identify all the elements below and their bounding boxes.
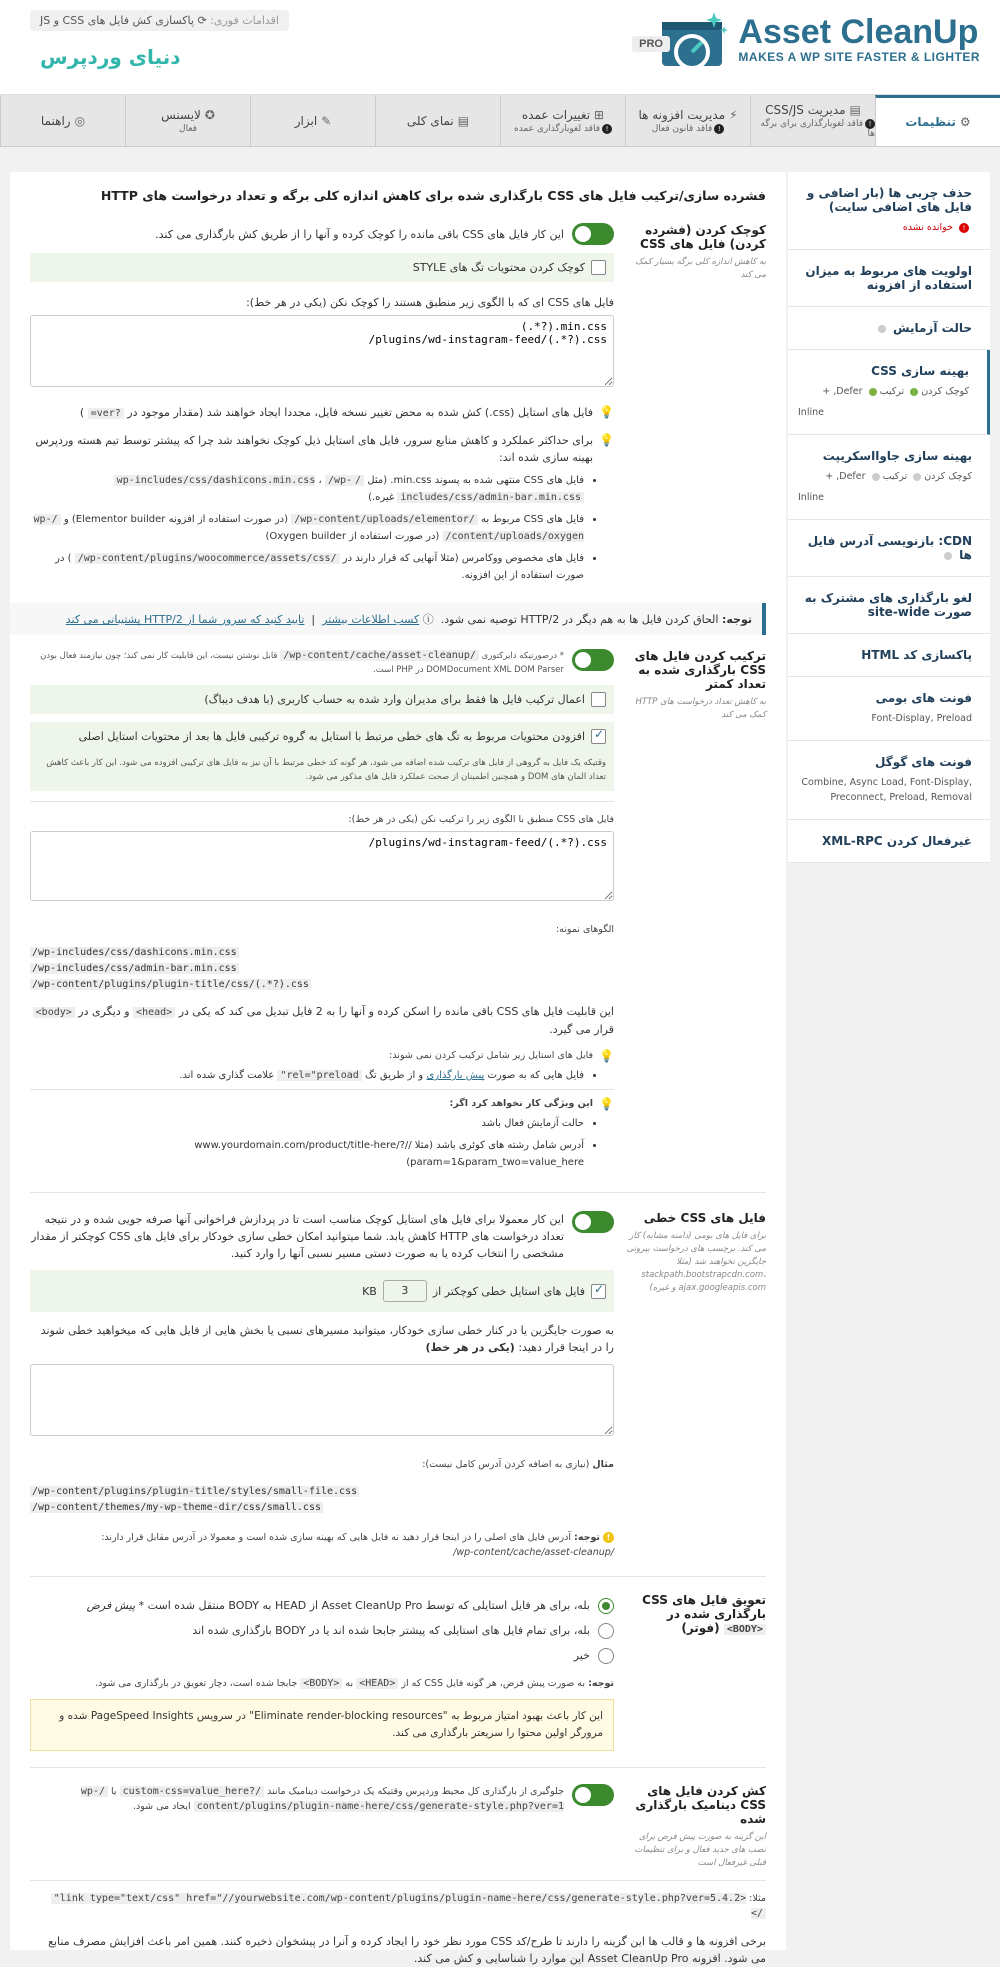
lightbulb-icon: 💡	[599, 405, 614, 419]
inline-css-desc: برای فایل های بومی (دامنه مشابه) کار می کند. برچسب های درخواست بیرونی جایگزین نخواهند شد (مثلا stackpath.bootstrapcdn.com، ajax.googleapis.com و غیره)	[626, 1231, 766, 1293]
logo-subtitle: MAKES A WP SITE FASTER & LIGHTER	[738, 50, 980, 64]
sidebar-item-label: بهینه سازی CSS	[871, 364, 969, 378]
inline-css-section	[30, 1211, 766, 1560]
info-icon: ⓘ	[422, 613, 434, 626]
list-text: غیره.)	[368, 492, 395, 503]
sidebar-item-label: پاکسازی کد HTML	[861, 648, 972, 662]
gear-icon: ⚙	[959, 115, 971, 129]
sidebar-item-css-optimization[interactable]	[788, 350, 990, 435]
list-item	[30, 550, 584, 584]
sidebar-item-google-fonts[interactable]	[788, 741, 990, 820]
sidebar-item-sublabel: Combine, Async Load, Font-Display, Preconnect, Preload, Removal	[801, 777, 972, 803]
head-tag-code: <HEAD>	[356, 1678, 398, 1689]
minify-exclude-textarea[interactable]	[30, 315, 614, 387]
logo-title: Asset CleanUp	[738, 13, 979, 51]
inline-size-input[interactable]: 3	[383, 1280, 427, 1302]
dynamic-css-info: برخی افزونه ها و قالب ها این گزینه را دارند تا طرح/کد CSS مورد نظر خود را ایجاد کرده و آنرا در پیشخوان ذخیره کنند. همین امر باعث افزایش مصرف منابع می شود. افزونه Asset CleanUp Pro این موارد را شناسایی و کش می کند.	[48, 1935, 766, 1965]
combine-admins-checkbox[interactable]	[591, 692, 606, 707]
minify-status-label: کوچک کردن	[921, 386, 969, 397]
cache-tip-text: فایل های استایل (css.) کش شده به محض تغییر نسخه فایل، مجددا ایجاد خواهند شد (مقدار موجود در	[127, 406, 594, 419]
example-path: /wp-includes/css/dashicons.min.css	[32, 947, 237, 958]
example-label-rest: (نیازی به اضافه کردن آدرس کامل نیست):	[422, 1459, 590, 1470]
combine-inline-label: افزودن محتویات مربوط به تگ های خطی مرتبط با استایل به گروه ترکیبی فایل ها بعد از محتویات استایل اصلی	[78, 730, 585, 743]
status-dot-icon	[913, 473, 921, 481]
inline-status-label: Inline	[798, 407, 824, 418]
dynamic-css-desc: این گزینه به صورت پیش فرض برای نصب های جدید فعال و برای تنظیمات قبلی غیرفعال است	[634, 1832, 766, 1868]
page-title: فشرده سازی/ترکیب فایل های CSS بارگذاری شده برای کاهش اندازه کلی برگه و تعداد درخواست های HTTP	[100, 188, 766, 203]
http2-notice: توجه: الحاق کردن فایل ها به هم دیگر در HTTP/2 توصیه نمی شود. ⓘ کسب اطلاعات بیشتر | تایید کنید که سرور شما از HTTP/2 پشتیبانی می کند	[10, 603, 766, 635]
kb-unit-label: KB	[362, 1284, 377, 1298]
defer-option-3[interactable]	[30, 1647, 614, 1664]
list-text: ) در صورت استفاده از این افزونه.	[55, 553, 584, 581]
hierarchy-icon: ⊞	[594, 107, 605, 122]
status-dot-icon	[910, 388, 918, 396]
code-path: /?custom-css=value_here	[120, 1786, 264, 1797]
sidebar-item-cdn[interactable]	[788, 520, 990, 577]
combine-note-text: * درصورتیکه دایرکتوری	[481, 651, 564, 661]
lightbulb-icon: 💡	[599, 1097, 614, 1111]
list-item: • آدرس شامل رشته های کوئری باشد (مثلا //www.yourdomain.com/product/title-here/?param=1&param_two=value_here)	[30, 1137, 584, 1171]
lightbulb-icon: 💡	[599, 433, 614, 447]
defer-status-label: Defer, +	[825, 471, 866, 482]
tab-label: نمای کلی	[406, 113, 454, 128]
list-text: (در صورت استفاده از افزونه Elementor builder) و	[63, 514, 289, 525]
combine-css-label: ترکیب کردن فایل های CSS بارگذاری شده به تعداد کمتر	[634, 649, 766, 691]
sidebar-item-label: حالت آزمایش	[893, 321, 972, 335]
core-files-tip-text: برای حداکثر عملکرد و کاهش منابع سرور، فایل های استایل ذیل کوچک نخواهند شد چرا که پیشتر توسط تیم هسته وردپرس بهینه سازی شده اند:	[35, 434, 594, 464]
defer-css-label-tail: (فوتر)	[681, 1621, 720, 1635]
dynamic-css-text: ایجاد می شود.	[132, 1801, 191, 1812]
inline-size-label: فایل های استایل خطی کوچکتر از	[432, 1284, 585, 1298]
minify-css-label: کوچک کردن (فشرده کردن) فایل های CSS	[639, 223, 766, 251]
main-tabs	[0, 95, 1000, 147]
inline-css-label: فایل های CSS خطی	[643, 1211, 766, 1225]
combine-exclude-label: فایل های CSS منطبق با الگوی زیر را ترکیب نکن (یکی در هر خط):	[348, 814, 614, 825]
inline-css-toggle[interactable]	[572, 1211, 614, 1233]
logo[interactable]	[656, 10, 980, 68]
sidebar-item-label: بهینه سازی جاوااسکریپت	[822, 449, 972, 463]
tab-sublabel: فاقد لغوبارگذاری عمده	[513, 123, 601, 134]
status-dot-icon	[872, 473, 880, 481]
combine-inline-option	[30, 722, 614, 791]
verify-http2-link[interactable]: تایید کنید که سرور شما از HTTP/2 پشتیبانی می کند	[65, 613, 305, 626]
pagespeed-notice: این کار باعث بهبود امتیاز مربوط به "Eliminate render-blocking resources" در سرویس PageSpeed Insights شده و مرورگر اولین محتوا را سریعتر بارگذاری می کند.	[30, 1699, 614, 1751]
tab-label: تنظیمات	[905, 115, 956, 129]
settings-panel	[10, 172, 786, 1965]
code-path: /wp-content/uploads/oxygen/	[33, 514, 584, 542]
combine-css-toggle[interactable]	[572, 649, 614, 671]
minify-css-text: این کار فایل های CSS باقی مانده را کوچک کرده و آنها را از طریق کش بارگذاری می کند.	[155, 227, 564, 241]
plug-icon: ⚡	[729, 107, 738, 122]
example-path: /wp-content/themes/my-wp-theme-dir/css/small.css	[32, 1502, 321, 1513]
unread-label: خوانده نشده	[902, 222, 953, 233]
status-dot-icon	[944, 552, 952, 560]
minify-css-desc: به کاهش اندازه کلی برگه بسیار کمک می کند	[635, 257, 766, 280]
inline-size-checkbox[interactable]	[591, 1284, 606, 1299]
minify-exclude-label: فایل های CSS ای که با الگوی زیر منطبق هستند را کوچک نکن (یکی در هر خط):	[246, 296, 614, 309]
not-work-tip-text: این ویژگی کار نخواهد کرد اگر:	[449, 1098, 594, 1109]
sidebar-item-sublabel: Font-Display, Preload	[871, 713, 972, 724]
list-text: فایل های مخصوص ووکامرس (مثلا آنهایی که قرار دارند در	[342, 553, 584, 564]
note-bold: توجه:	[588, 1678, 614, 1689]
code-path: /wp-content/plugins/woocommerce/assets/css/	[75, 553, 340, 564]
combine-note-text: قابل نوشتن نیست، این قابلیت کار نمی کند؛ چون نیازمند فعال بودن DOMDocument XML DOM Parser در PHP است.	[40, 651, 564, 675]
examples-label: الگوهای نمونه:	[555, 924, 614, 935]
combine-info-text: قرار می گیرد.	[549, 1023, 614, 1036]
body-tag-code: <BODY>	[724, 1624, 766, 1635]
notice-text: الحاق کردن فایل ها به هم دیگر در HTTP/2 توصیه نمی شود.	[440, 613, 719, 626]
tab-license[interactable]	[125, 95, 250, 146]
tab-label: ابزار	[294, 113, 318, 128]
defer-note-text: به صورت پیش فرض، هر گونه فایل CSS که از	[401, 1678, 586, 1689]
tab-tools[interactable]	[250, 95, 375, 146]
tab-help[interactable]	[0, 95, 125, 146]
quick-actions-label: اقدامات فوری:	[210, 14, 279, 27]
code-path: /wp-	[325, 475, 355, 486]
preload-code: rel="preload"	[277, 1070, 361, 1081]
ver-code: ?ver=	[88, 408, 124, 419]
inline-css-text: این کار معمولا برای فایل های استایل کوچک مناسب است تا در پردازش فراخوانی آنها صرفه جویی شده و در نتیجه تعداد درخواست های HTTP کاهش یابد. شما میتوانید امکان خطی سازی خودکار برای فایل های CSS کوچکتر از مقدار مشخصی را انتخاب کرده یا به صورت دستی مسیر نسبی آنها را وارد کنید.	[31, 1213, 564, 1260]
list-text: فایل های CSS مربوط به	[481, 514, 584, 525]
code-path: includes/css/admin-bar.min.css	[397, 492, 584, 503]
doc-icon: ▤	[849, 102, 861, 117]
tab-sublabel: فاقد لغوبارگذاری برای برگه ها	[760, 118, 875, 139]
defer-note-text: جابجا شده است، دچار تعویق در بارگذاری می شود.	[95, 1678, 298, 1689]
defer-option-label: خیر	[573, 1649, 590, 1662]
list-text: علامت گذاری شده اند.	[179, 1070, 275, 1081]
dynamic-css-text: یا	[111, 1786, 117, 1797]
example-label: مثلا:	[749, 1893, 766, 1904]
code-path: /wp-content/cache/asset-cleanup/	[280, 650, 479, 661]
head-tag-code: <head>	[133, 1007, 175, 1018]
tab-overview[interactable]	[375, 95, 500, 146]
combine-css-section	[30, 649, 766, 1176]
tab-plugins-manager[interactable]	[625, 95, 750, 146]
sidebar-item-site-wide-unload[interactable]	[788, 577, 990, 634]
inline-size-option	[30, 1270, 614, 1312]
sidebar-item-label: CDN: بازنویسی آدرس فایل ها	[807, 534, 972, 562]
inline-paths-textarea[interactable]	[30, 1364, 614, 1436]
list-text: فایل هایی که به صورت	[487, 1070, 584, 1081]
combine-exclude-textarea[interactable]	[30, 831, 614, 901]
award-icon: ✪	[204, 107, 215, 122]
tab-label: لایسنس	[161, 107, 201, 122]
status-dot-icon	[869, 388, 877, 396]
defer-option-2[interactable]	[30, 1622, 614, 1639]
preload-link[interactable]: پیش بارگذاری	[426, 1070, 485, 1081]
list-item: • فایل های CSS منتهی شده به پسوند min.css. (مثل /wp-includes/css/dashicons.min.css ، /wp- includes/css/admin-bar.min.css غیره.)	[30, 472, 584, 506]
list-item: • حالت آزمایش فعال باشد	[30, 1115, 584, 1132]
inline-paths-label: به صورت جایگزین یا در کنار خطی سازی خودکار، میتوانید مسیرهای نسبی یا بخش هایی از فایل هایی که میخواهید خطی شوند را در اینجا قرار دهید:	[40, 1324, 614, 1354]
pro-badge: PRO	[632, 36, 670, 52]
dynamic-css-text: جلوگیری از بارگذاری کل محیط وردپرس وقتیکه یک درخواست دینامیک مانند	[267, 1786, 564, 1797]
dynamic-css-label: کش کردن فایل های CSS دینامیک بارگذاری شده	[635, 1784, 766, 1826]
combine-css-desc: به کاهش تعداد درخواست های HTTP کمک می کند	[635, 697, 766, 720]
quick-actions[interactable]	[30, 10, 289, 31]
combine-status-label: ترکیب	[882, 471, 908, 482]
minify-css-toggle[interactable]	[572, 223, 614, 245]
inline-note-text: آدرس فایل های اصلی را در اینجا قرار دهید نه فایل هایی که بهینه سازی شده است و معمولا در آدرس مقابل قرار دارند:	[101, 1532, 571, 1543]
alert-icon: !	[865, 119, 875, 129]
settings-sidebar	[788, 172, 990, 863]
clear-cache-link[interactable]: پاکسازی کش فایل های CSS و JS	[40, 14, 194, 27]
alert-icon: !	[714, 124, 724, 134]
lifebuoy-icon: ◎	[74, 113, 86, 128]
example-code: <link type="text/css" href="//yourwebsite.com/wp-content/plugins/plugin-name-here/css/generate-style.php?ver=5.4.2" />	[51, 1893, 766, 1919]
defer-radio-1[interactable]	[598, 1598, 614, 1614]
body-tag-code: <BODY>	[300, 1678, 342, 1689]
example-label: مثال	[592, 1459, 614, 1470]
body-tag-code: <body>	[33, 1007, 75, 1018]
list-item	[30, 1067, 584, 1084]
defer-option-1[interactable]	[30, 1597, 614, 1614]
defer-css-label: تعویق فایل های CSS بارگذاری شده در	[642, 1593, 766, 1621]
sidebar-item-label: فونت های بومی	[875, 691, 972, 705]
warning-icon: !	[603, 1532, 614, 1543]
combine-admins-label: اعمال ترکیب فایل ها فقط برای مدیران وارد شده به حساب کاربری (با هدف دیباگ)	[204, 693, 585, 706]
default-label: * پیش فرض	[86, 1599, 145, 1612]
code-path: /wp-includes/css/dashicons.min.css	[114, 475, 364, 486]
combine-status-label: ترکیب	[879, 386, 905, 397]
sidebar-item-local-fonts[interactable]	[788, 677, 990, 741]
list-text: (در صورت استفاده از Oxygen builder)	[265, 531, 440, 542]
example-path: /wp-includes/css/admin-bar.min.css	[32, 963, 237, 974]
sidebar-item-label: لغو بارگذاری های مشترک به صورت site-wide	[804, 591, 972, 619]
tab-label: مدیریت افزونه ها	[638, 107, 726, 122]
code-path: /wp-content/uploads/elementor/	[291, 514, 478, 525]
note-bold: توجه:	[574, 1532, 600, 1543]
sidebar-item-test-mode[interactable]	[788, 307, 990, 350]
tab-settings[interactable]	[875, 95, 1000, 146]
alert-icon: !	[602, 124, 612, 134]
defer-note-text: به	[345, 1678, 354, 1689]
sidebar-item-js-optimization[interactable]	[788, 435, 990, 520]
example-path: /wp-content/plugins/plugin-title/styles/small-file.css	[32, 1486, 358, 1497]
combine-admins-option	[30, 685, 614, 714]
doc-icon: ▤	[457, 113, 470, 128]
refresh-icon: ⟳	[197, 14, 207, 27]
tab-sublabel: فعال	[179, 123, 197, 134]
sidebar-item-html-source[interactable]	[788, 634, 990, 677]
status-dot-icon	[878, 325, 886, 333]
lightbulb-icon: 💡	[599, 1049, 614, 1063]
tab-css-js-manager[interactable]	[750, 95, 875, 146]
list-text: فایل های CSS منتهی شده به پسوند min.css. (مثل	[367, 475, 584, 486]
wrench-icon: ✎	[321, 113, 332, 128]
inline-paths-hint: (یکی در هر خط)	[425, 1341, 515, 1354]
sidebar-item-label: فونت های گوگل	[875, 755, 972, 769]
sidebar-item-strip-fat[interactable]	[788, 172, 990, 250]
inline-status-label: Inline	[798, 492, 824, 503]
notice-bold: توجه:	[721, 613, 752, 626]
minify-style-tags-checkbox[interactable]	[591, 260, 606, 275]
learn-more-link[interactable]: کسب اطلاعات بیشتر	[322, 613, 420, 626]
sidebar-item-plugin-usage[interactable]	[788, 250, 990, 307]
tab-bulk-changes[interactable]	[500, 95, 625, 146]
combine-inline-checkbox[interactable]	[591, 729, 606, 744]
minify-status-label: کوچک کردن	[924, 471, 972, 482]
defer-status-label: Defer, +	[822, 386, 863, 397]
dynamic-css-toggle[interactable]	[572, 1784, 614, 1806]
minify-style-tags-option	[30, 253, 614, 282]
sidebar-item-label: غیرفعال کردن XML-RPC	[822, 834, 972, 848]
top-header	[0, 0, 1000, 95]
defer-option-label: بله، برای تمام فایل های استایلی که پیشتر جابجا شده اند یا در BODY بارگذاری شده اند	[192, 1624, 590, 1637]
tab-sublabel: فاقد قانون فعال	[651, 123, 713, 134]
combine-info-text: این قابلیت فایل های CSS باقی مانده را اسکن کرده و آنها را به 2 فایل تبدیل می کند که یکی در	[178, 1005, 614, 1018]
defer-radio-3[interactable]	[598, 1648, 614, 1664]
list-text: و از طریق تگ	[364, 1070, 424, 1081]
cache-path: /wp-content/cache/asset-cleanup/	[453, 1547, 614, 1558]
defer-css-section	[30, 1593, 766, 1751]
minify-style-tags-label: کوچک کردن محتویات تگ های STYLE	[412, 261, 585, 274]
example-path: /wp-content/plugins/plugin-title/css/(.*?).css	[32, 979, 309, 990]
excluded-tip-text: فایل های استایل زیر شامل ترکیب کردن نمی شوند:	[389, 1050, 594, 1061]
combine-inline-desc: وقتیکه یک فایل به گروهی از فایل های ترکیب شده اضافه می شود، هر گونه کد خطی مرتبط با آن نیز به فایل های ترکیبی افزوده می شود. این کار باعث کاهش تعداد المان های DOM و همچنین اطمینان از صحت عملکرد فایل های مذکور می شود.	[46, 758, 606, 782]
tab-label: راهنما	[40, 113, 71, 128]
list-item	[30, 511, 584, 545]
tab-label: مدیریت CSS/JS	[765, 102, 846, 117]
wpdonya-logo[interactable]: دنیای وردپرس	[40, 45, 181, 69]
defer-radio-2[interactable]	[598, 1623, 614, 1639]
dynamic-css-section	[30, 1784, 766, 1870]
minify-css-section: کوچک کردن (فشرده کردن) فایل های CSS به کاهش اندازه کلی برگه بسیار کمک می کند این کار فایل های CSS باقی مانده را کوچک کرده و آنها را از طریق کش بارگذاری می کند. کوچک کردن محتویات تگ های STYLE فایل های CSS ای که با الگوی زیر منطبق هستند را کوچک نکن (یکی در هر خط): (.*?).min.css /plugins/wd-instagram-feed/(.*?).css 💡 فایل های استایل (css.) کش شده به محض تغییر نسخه فایل، مجددا ایجاد خواهند شد (مقدار موجود در ?ver= ) 💡 برای حداکثر عملکرد و کاهش منابع سرور، فایل های استایل ذیل کوچک نخواهند شد چرا که پیشتر توسط تیم هسته وردپرس بهینه سازی شده اند: • فایل های CSS منتهی شده به پسوند min.css. (مثل /wp-includes/css/dashicons.min.css ، /wp- includes/css/admin-bar.min.css غیره.) • فایل های CSS مربوط به /wp-content/uploads/elementor/ (در صورت استفاده از افزونه Elementor builder) و /wp-content/uploads/oxygen/ (در صورت استفاده از Oxygen builder) • فایل های مخصوص ووکامرس (مثلا آنهایی که قرار دارند در /wp-content/plugins/woocommerce/assets/css/ ) در صورت استفاده از این افزونه.	[30, 223, 766, 589]
sidebar-item-label: حذف چربی ها (بار اضافی و فایل های اضافی سایت)	[806, 186, 972, 214]
alert-icon: !	[959, 223, 969, 233]
sidebar-item-xml-rpc[interactable]	[788, 820, 990, 863]
sidebar-item-label: اولویت های مربوط به میزان استفاده از افزونه	[805, 264, 972, 292]
tab-label: تغییرات عمده	[521, 107, 591, 122]
combine-info-text: و دیگری در	[78, 1005, 130, 1018]
code-path: /wp-content/plugins/plugin-name-here/css/generate-style.php?ver=1	[80, 1786, 564, 1812]
defer-option-label: بله، برای هر فایل استایلی که توسط Asset CleanUp Pro از HEAD به BODY منتقل شده است	[147, 1599, 590, 1612]
